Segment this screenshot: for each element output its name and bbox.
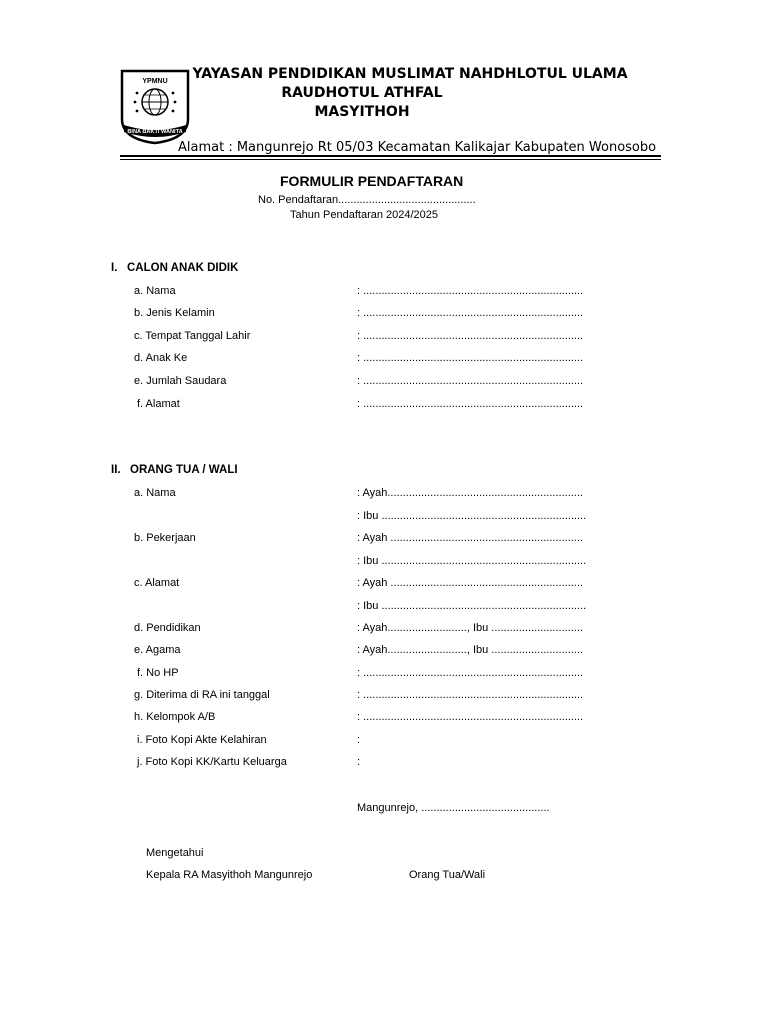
field-label: d. Anak Ke	[134, 352, 188, 364]
org-name-line1: YAYASAN PENDIDIKAN MUSLIMAT NAHDHLOTUL ULAMA	[192, 66, 628, 82]
field-label: f. Alamat	[137, 398, 180, 410]
field-value[interactable]: : ........................................................................	[357, 711, 584, 723]
section2-number: II.	[111, 464, 121, 476]
place-date[interactable]: Mangunrejo, ..........................................	[357, 802, 550, 814]
form-title: FORMULIR PENDAFTARAN	[280, 173, 464, 189]
registration-year: Tahun Pendaftaran 2024/2025	[290, 209, 439, 221]
logo-top-text: YPMNU	[142, 78, 168, 85]
acknowledged-label: Mengetahui	[146, 847, 204, 859]
field-value[interactable]: : Ayah ...............................................................	[357, 577, 583, 589]
field-label: g. Diterima di RA ini tanggal	[134, 689, 270, 701]
field-value[interactable]: : Ayah................................................................	[357, 487, 583, 499]
field-label: b. Jenis Kelamin	[134, 307, 215, 319]
header-rule-thin	[120, 159, 661, 160]
field-value[interactable]: : Ibu ...................................................................	[357, 510, 587, 522]
field-value[interactable]: : ........................................................................	[357, 330, 584, 342]
field-label: d. Pendidikan	[134, 622, 201, 634]
field-value[interactable]: : ........................................................................	[357, 375, 584, 387]
field-value[interactable]: : Ibu ...................................................................	[357, 555, 587, 567]
field-value[interactable]: : Ayah.........................., Ibu ..............................	[357, 644, 583, 656]
field-label: c. Tempat Tanggal Lahir	[134, 330, 251, 342]
org-name-line2: RAUDHOTUL ATHFAL	[281, 85, 443, 101]
section1-number: I.	[111, 262, 118, 274]
field-value[interactable]: : ........................................................................	[357, 307, 584, 319]
field-label: h. Kelompok A/B	[134, 711, 216, 723]
org-address: Alamat : Mangunrejo Rt 05/03 Kecamatan Kalikajar Kabupaten Wonosobo	[178, 140, 657, 155]
section1-heading: CALON ANAK DIDIK	[127, 262, 239, 274]
field-label: j. Foto Kopi KK/Kartu Keluarga	[137, 756, 287, 768]
field-value[interactable]: : ........................................................................	[357, 689, 584, 701]
field-value[interactable]: : Ayah ...............................................................	[357, 532, 583, 544]
section2-heading: ORANG TUA / WALI	[130, 464, 238, 476]
field-value[interactable]: : Ayah.........................., Ibu ..............................	[357, 622, 583, 634]
field-label: i. Foto Kopi Akte Kelahiran	[137, 734, 267, 746]
field-value[interactable]: :	[357, 734, 361, 746]
field-label: c. Alamat	[134, 577, 180, 589]
field-value[interactable]: :	[357, 756, 361, 768]
field-value[interactable]: : Ibu ...................................................................	[357, 600, 587, 612]
field-value[interactable]: : ........................................................................	[357, 398, 584, 410]
principal-signature-label: Kepala RA Masyithoh Mangunrejo	[146, 869, 313, 881]
field-label: b. Pekerjaan	[134, 532, 196, 544]
header-rule-thick	[120, 155, 661, 157]
field-label: e. Jumlah Saudara	[134, 375, 227, 387]
registration-number: No. Pendaftaran.............................................	[258, 194, 476, 206]
field-label: a. Nama	[134, 487, 176, 499]
field-value[interactable]: : ........................................................................	[357, 285, 584, 297]
field-value[interactable]: : ........................................................................	[357, 352, 584, 364]
org-name-line3: MASYITHOH	[314, 104, 410, 120]
field-label: f. No HP	[137, 667, 179, 679]
parent-signature-label: Orang Tua/Wali	[409, 869, 486, 881]
field-label: e. Agama	[134, 644, 181, 656]
logo-ribbon-text: BINA BAKTI WANITA	[127, 129, 183, 135]
field-value[interactable]: : ........................................................................	[357, 667, 584, 679]
field-label: a. Nama	[134, 285, 176, 297]
